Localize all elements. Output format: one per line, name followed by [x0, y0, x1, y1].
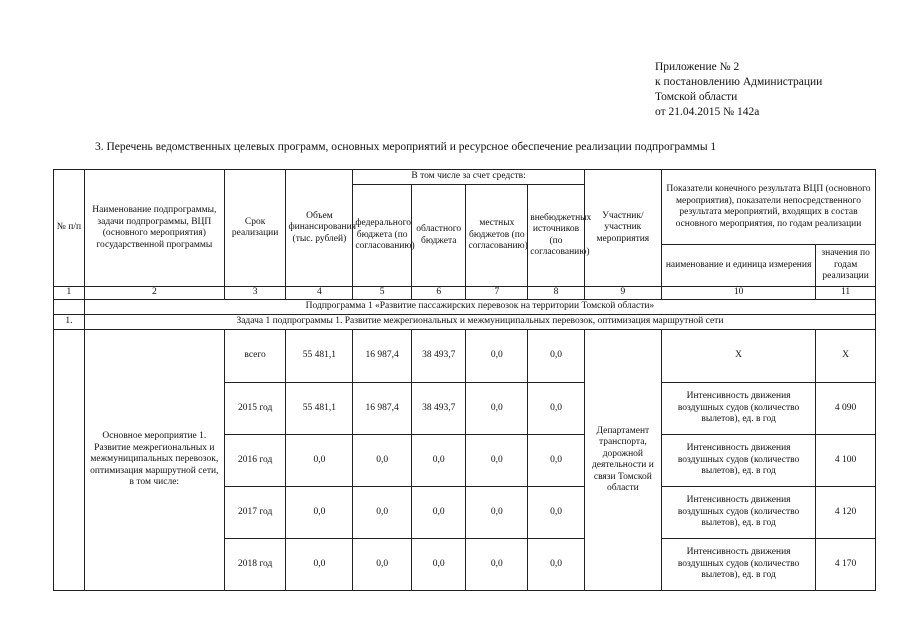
header-volume: Объем финансирования (тыс. рублей): [286, 170, 353, 287]
empty-cell: [54, 330, 85, 591]
header-regional: областного бюджета: [411, 185, 466, 287]
row-regional: 38 493,7: [411, 383, 466, 435]
col-number: 3: [224, 287, 286, 300]
row-regional: 0,0: [411, 435, 466, 487]
col-number: 9: [584, 287, 661, 300]
row-local: 0,0: [466, 383, 528, 435]
indicator-name: X: [661, 330, 815, 383]
document-heading: 3. Перечень ведомственных целевых программ, основных мероприятий и ресурсное обеспечение реализации подпрограммы 1: [95, 141, 717, 153]
col-number: 6: [411, 287, 466, 300]
row-regional: 38 493,7: [411, 330, 466, 383]
task-number: 1.: [54, 315, 85, 330]
row-extra: 0,0: [528, 383, 585, 435]
row-federal: 0,0: [353, 487, 412, 539]
col-number: 1: [54, 287, 85, 300]
header-num: № п/п: [54, 170, 85, 287]
header-federal: федерального бюджета (по согласованию): [353, 185, 412, 287]
appendix-line-2: к постановлению Администрации: [655, 76, 823, 88]
row-term: 2015 год: [224, 383, 286, 435]
col-number: 2: [84, 287, 224, 300]
participant-name: Департамент транспорта, дорожной деятельности и связи Томской области: [584, 330, 661, 591]
empty-cell: [54, 300, 85, 315]
row-extra: 0,0: [528, 539, 585, 591]
row-federal: 16 987,4: [353, 330, 412, 383]
row-federal: 0,0: [353, 435, 412, 487]
indicator-name: Интенсивность движения воздушных судов (количество вылетов), ед. в год: [661, 487, 815, 539]
row-volume: 55 481,1: [286, 330, 353, 383]
header-participant: Участник/ участник мероприятия: [584, 170, 661, 287]
appendix-line-3: Томской области: [655, 91, 738, 103]
header-including: В том числе за счет средств:: [353, 170, 584, 185]
indicator-value: X: [816, 330, 876, 383]
row-volume: 55 481,1: [286, 383, 353, 435]
header-ind-values: значения по годам реализации: [816, 245, 876, 287]
col-number: 7: [466, 287, 528, 300]
header-local: местных бюджетов (по согласованию): [466, 185, 528, 287]
row-extra: 0,0: [528, 435, 585, 487]
row-extra: 0,0: [528, 487, 585, 539]
row-local: 0,0: [466, 539, 528, 591]
indicator-value: 4 120: [816, 487, 876, 539]
row-local: 0,0: [466, 435, 528, 487]
indicator-name: Интенсивность движения воздушных судов (количество вылетов), ед. в год: [661, 435, 815, 487]
indicator-value: 4 090: [816, 383, 876, 435]
header-ind-name: наименование и единица измерения: [661, 245, 815, 287]
row-volume: 0,0: [286, 539, 353, 591]
appendix-block: [655, 60, 822, 120]
row-extra: 0,0: [528, 330, 585, 383]
row-volume: 0,0: [286, 435, 353, 487]
row-term: 2016 год: [224, 435, 286, 487]
main-event-name: Основное мероприятие 1. Развитие межрегиональных и межмуниципальных перевозок, оптимизация маршрутной сети, в том числе:: [84, 330, 224, 591]
indicator-value: 4 170: [816, 539, 876, 591]
row-regional: 0,0: [411, 487, 466, 539]
col-number: 11: [816, 287, 876, 300]
header-extra: внебюджетных источников (по согласованию): [528, 185, 585, 287]
indicator-name: Интенсивность движения воздушных судов (количество вылетов), ед. в год: [661, 539, 815, 591]
indicator-name: Интенсивность движения воздушных судов (количество вылетов), ед. в год: [661, 383, 815, 435]
row-volume: 0,0: [286, 487, 353, 539]
col-number: 8: [528, 287, 585, 300]
row-term: 2018 год: [224, 539, 286, 591]
program-table: [53, 169, 876, 591]
row-term: 2017 год: [224, 487, 286, 539]
appendix-line-1: Приложение № 2: [655, 61, 740, 73]
col-number: 4: [286, 287, 353, 300]
row-local: 0,0: [466, 487, 528, 539]
row-federal: 16 987,4: [353, 383, 412, 435]
indicator-value: 4 100: [816, 435, 876, 487]
header-indicators: Показатели конечного результата ВЦП (основного мероприятия), показатели непосредственного результата мероприятий, входящих в состав основного мероприятия, по годам реализации: [661, 170, 875, 245]
row-federal: 0,0: [353, 539, 412, 591]
row-regional: 0,0: [411, 539, 466, 591]
appendix-line-4: от 21.04.2015 № 142а: [655, 106, 760, 118]
col-number: 10: [661, 287, 815, 300]
row-local: 0,0: [466, 330, 528, 383]
col-number: 5: [353, 287, 412, 300]
header-term: Срок реализации: [224, 170, 286, 287]
subprogram-title: Подпрограмма 1 «Развитие пассажирских перевозок на территории Томской области»: [84, 300, 875, 315]
header-name: Наименование подпрограммы, задачи подпрограммы, ВЦП (основного мероприятия) государственной программы: [84, 170, 224, 287]
task-title: Задача 1 подпрограммы 1. Развитие межрегиональных и межмуниципальных перевозок, оптимизация маршрутной сети: [84, 315, 875, 330]
row-term: всего: [224, 330, 286, 383]
